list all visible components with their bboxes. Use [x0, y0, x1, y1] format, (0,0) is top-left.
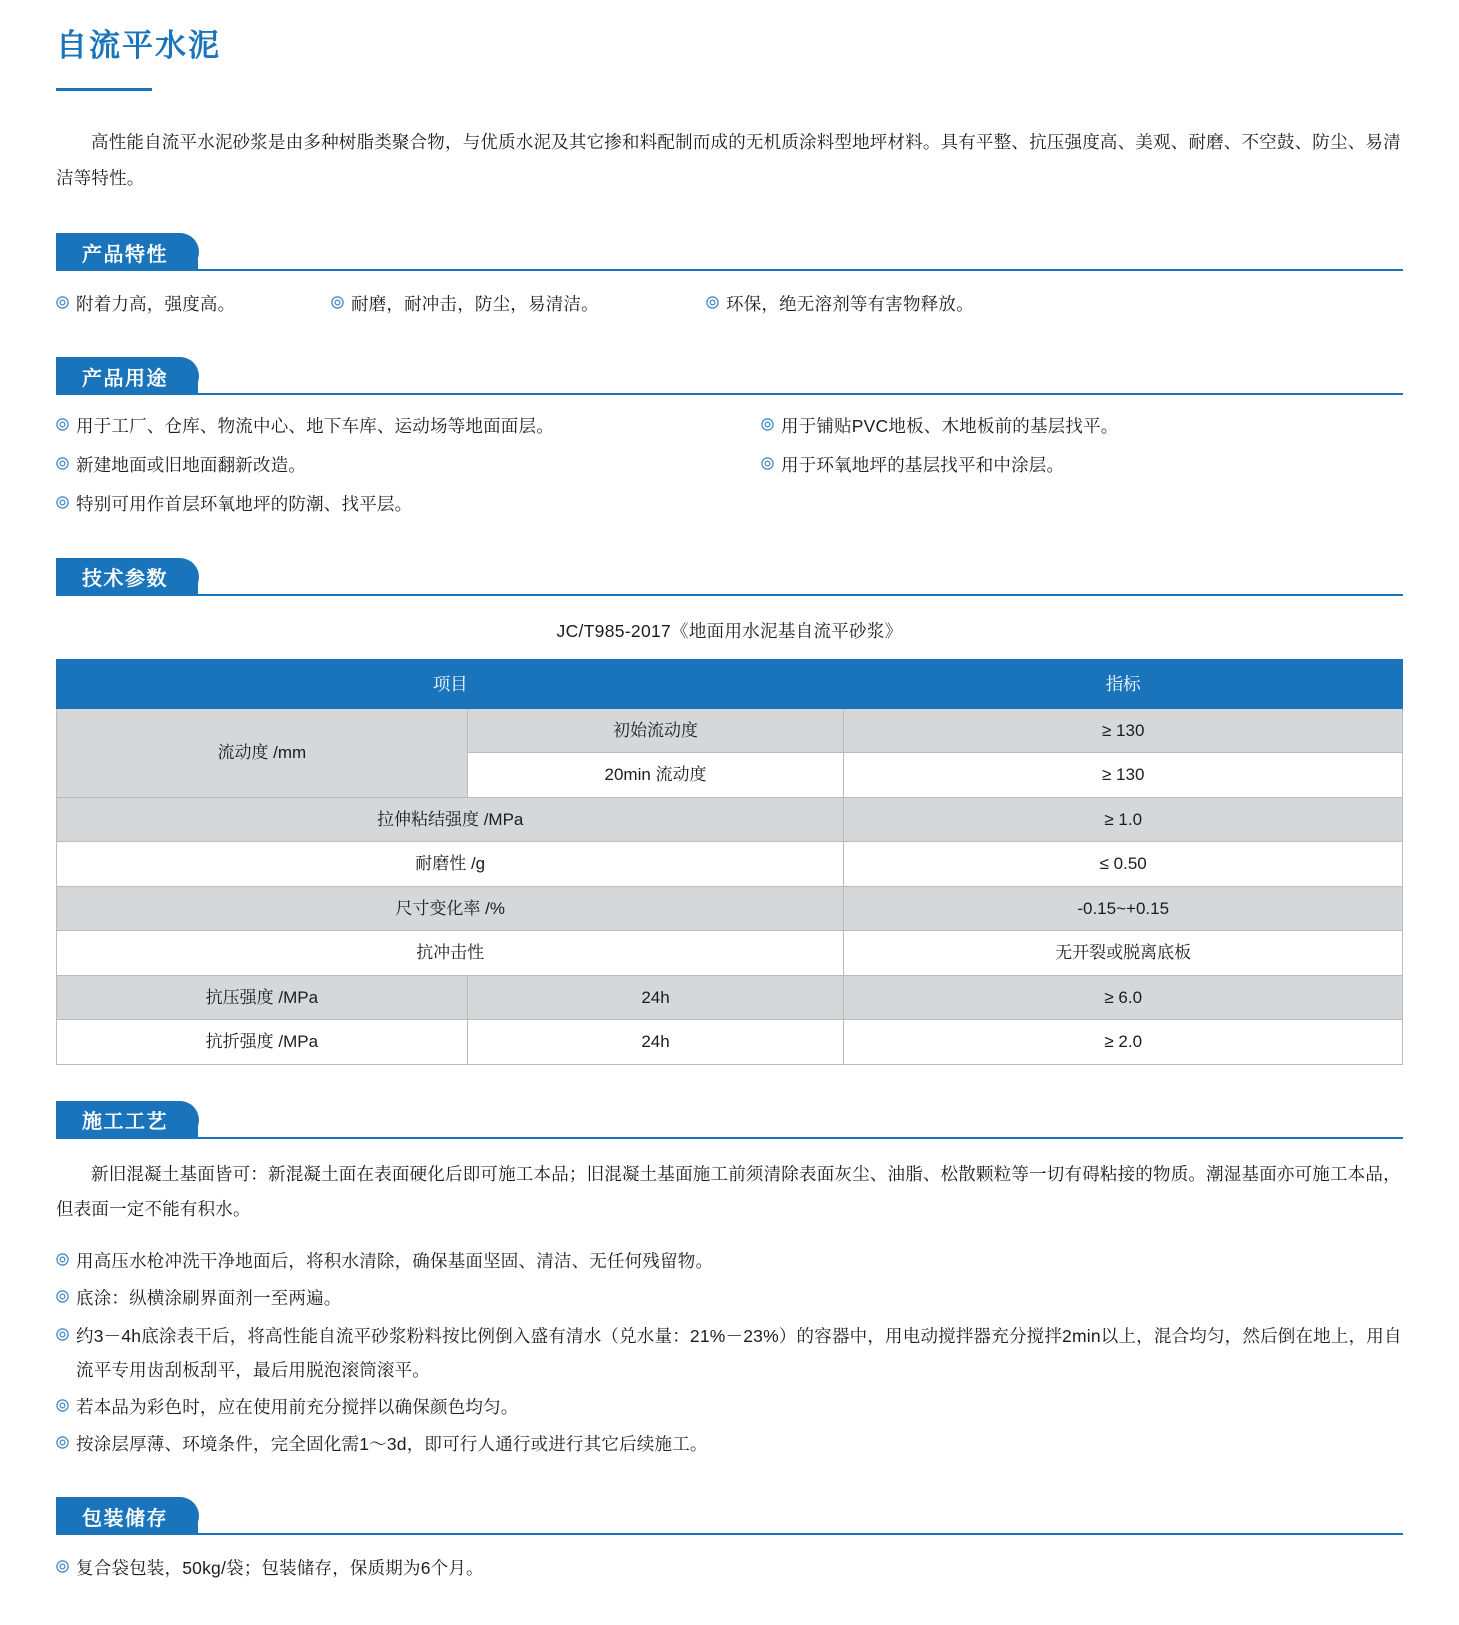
cell-sub: 24h — [467, 975, 844, 1020]
section-rule — [56, 1533, 1403, 1535]
cell-value: ≥ 130 — [844, 753, 1403, 798]
column-header-index: 指标 — [844, 659, 1403, 708]
section-title-tech: 技术参数 — [56, 558, 198, 596]
list-item-label: 用于铺贴PVC地板、木地板前的基层找平。 — [781, 416, 1119, 437]
ring-bullet-icon — [56, 287, 69, 309]
list-item-label: 环保，绝无溶剂等有害物释放。 — [726, 294, 974, 315]
list-item — [706, 287, 974, 321]
list-item-label: 附着力高，强度高。 — [76, 294, 236, 315]
table-row — [57, 842, 1403, 887]
cell-group: 尺寸变化率 /% — [57, 886, 844, 931]
list-item — [56, 1281, 1403, 1315]
section-tech — [56, 558, 1403, 1065]
list-item — [56, 1427, 1403, 1461]
table-row — [57, 975, 1403, 1020]
cell-value: ≥ 130 — [844, 708, 1403, 753]
cell-value: 无开裂或脱离底板 — [844, 931, 1403, 976]
page-title: 自流平水泥 — [56, 28, 221, 63]
column-header-item: 项目 — [57, 659, 844, 708]
section-rule — [56, 393, 1403, 395]
list-item — [56, 448, 761, 482]
intro-paragraph: 高性能自流平水泥砂浆是由多种树脂类聚合物，与优质水泥及其它掺和料配制而成的无机质涂料型地坪材料。具有平整、抗压强度高、美观、耐磨、不空鼓、防尘、易清洁等特性。 — [56, 132, 1401, 189]
list-item-label: 特别可用作首层环氧地坪的防潮、找平层。 — [76, 494, 413, 515]
craft-paragraph: 新旧混凝土基面皆可：新混凝土面在表面硬化后即可施工本品；旧混凝土基面施工前须清除表面灰尘、油脂、松散颗粒等一切有碍粘接的物质。潮湿基面亦可施工本品，但表面一定不能有积水。 — [56, 1163, 1401, 1219]
section-packaging — [56, 1497, 1403, 1585]
spec-table — [56, 659, 1403, 1065]
cell-sub: 24h — [467, 1020, 844, 1065]
list-item — [56, 409, 761, 443]
list-item-label: 用高压水枪冲洗干净地面后，将积水清除，确保基面坚固、清洁、无任何残留物。 — [76, 1251, 714, 1272]
section-title-craft: 施工工艺 — [56, 1101, 198, 1139]
table-row — [57, 797, 1403, 842]
section-rule — [56, 269, 1403, 271]
packaging-list — [56, 1551, 1403, 1585]
cell-group: 拉伸粘结强度 /MPa — [57, 797, 844, 842]
ring-bullet-icon — [56, 448, 69, 470]
ring-bullet-icon — [761, 448, 774, 470]
cell-value: ≥ 6.0 — [844, 975, 1403, 1020]
section-header-uses — [56, 357, 1403, 395]
cell-group: 耐磨性 /g — [57, 842, 844, 887]
cell-group: 抗折强度 /MPa — [57, 1020, 468, 1065]
list-item — [56, 1319, 1403, 1387]
ring-bullet-icon — [56, 1427, 69, 1449]
list-item-label: 复合袋包装，50kg/袋；包装储存，保质期为6个月。 — [76, 1558, 484, 1579]
list-item — [56, 487, 761, 521]
uses-list — [56, 409, 1403, 521]
craft-list — [56, 1244, 1403, 1461]
section-title-features: 产品特性 — [56, 233, 198, 271]
section-header-features — [56, 233, 1403, 271]
list-item — [56, 287, 331, 321]
list-item-label: 新建地面或旧地面翻新改造。 — [76, 455, 307, 476]
section-uses — [56, 357, 1403, 521]
list-item — [761, 409, 1403, 443]
cell-group: 抗压强度 /MPa — [57, 975, 468, 1020]
ring-bullet-icon — [706, 287, 719, 309]
cell-sub: 初始流动度 — [467, 708, 844, 753]
list-item — [56, 1551, 1403, 1585]
list-item — [331, 287, 706, 321]
list-item-label: 用于工厂、仓库、物流中心、地下车库、运动场等地面面层。 — [76, 416, 554, 437]
ring-bullet-icon — [56, 1244, 69, 1266]
list-item-label: 底涂：纵横涂刷界面剂一至两遍。 — [76, 1288, 342, 1309]
table-row — [57, 931, 1403, 976]
section-rule — [56, 594, 1403, 596]
title-underline — [56, 88, 152, 91]
ring-bullet-icon — [56, 1281, 69, 1303]
cell-value: -0.15~+0.15 — [844, 886, 1403, 931]
table-header-row — [57, 659, 1403, 708]
ring-bullet-icon — [56, 1390, 69, 1412]
standard-reference: JC/T985-2017《地面用水泥基自流平砂浆》 — [556, 620, 903, 641]
ring-bullet-icon — [761, 409, 774, 431]
table-row — [57, 1020, 1403, 1065]
list-item — [56, 1390, 1403, 1424]
section-features — [56, 233, 1403, 321]
section-header-craft — [56, 1101, 1403, 1139]
list-item — [56, 1244, 1403, 1278]
features-list — [56, 287, 1403, 321]
ring-bullet-icon — [56, 1551, 69, 1573]
section-title-packaging: 包装储存 — [56, 1497, 198, 1535]
ring-bullet-icon — [331, 287, 344, 309]
section-header-tech — [56, 558, 1403, 596]
list-item-label: 按涂层厚薄、环境条件，完全固化需1～3d，即可行人通行或进行其它后续施工。 — [76, 1433, 708, 1454]
ring-bullet-icon — [56, 409, 69, 431]
cell-value: ≥ 1.0 — [844, 797, 1403, 842]
ring-bullet-icon — [56, 1319, 69, 1341]
cell-sub: 20min 流动度 — [467, 753, 844, 798]
list-item-label: 用于环氧地坪的基层找平和中涂层。 — [781, 455, 1065, 476]
section-header-packaging — [56, 1497, 1403, 1535]
section-title-uses: 产品用途 — [56, 357, 198, 395]
list-item-label: 若本品为彩色时，应在使用前充分搅拌以确保颜色均匀。 — [76, 1396, 519, 1417]
section-rule — [56, 1137, 1403, 1139]
table-row — [57, 708, 1403, 753]
cell-value: ≤ 0.50 — [844, 842, 1403, 887]
table-row — [57, 886, 1403, 931]
section-craft — [56, 1101, 1403, 1461]
list-item-label: 约3－4h底涂表干后，将高性能自流平砂浆粉料按比例倒入盛有清水（兑水量：21%－23%）的容器中，用电动搅拌器充分搅拌2min以上，混合均匀，然后倒在地上，用自流平专用齿刮板刮平，最后用脱泡滚筒滚平。 — [76, 1325, 1402, 1380]
ring-bullet-icon — [56, 487, 69, 509]
cell-group: 抗冲击性 — [57, 931, 844, 976]
cell-value: ≥ 2.0 — [844, 1020, 1403, 1065]
cell-group: 流动度 /mm — [57, 708, 468, 797]
list-item-label: 耐磨，耐冲击，防尘，易清洁。 — [351, 294, 599, 315]
list-item — [761, 448, 1403, 482]
